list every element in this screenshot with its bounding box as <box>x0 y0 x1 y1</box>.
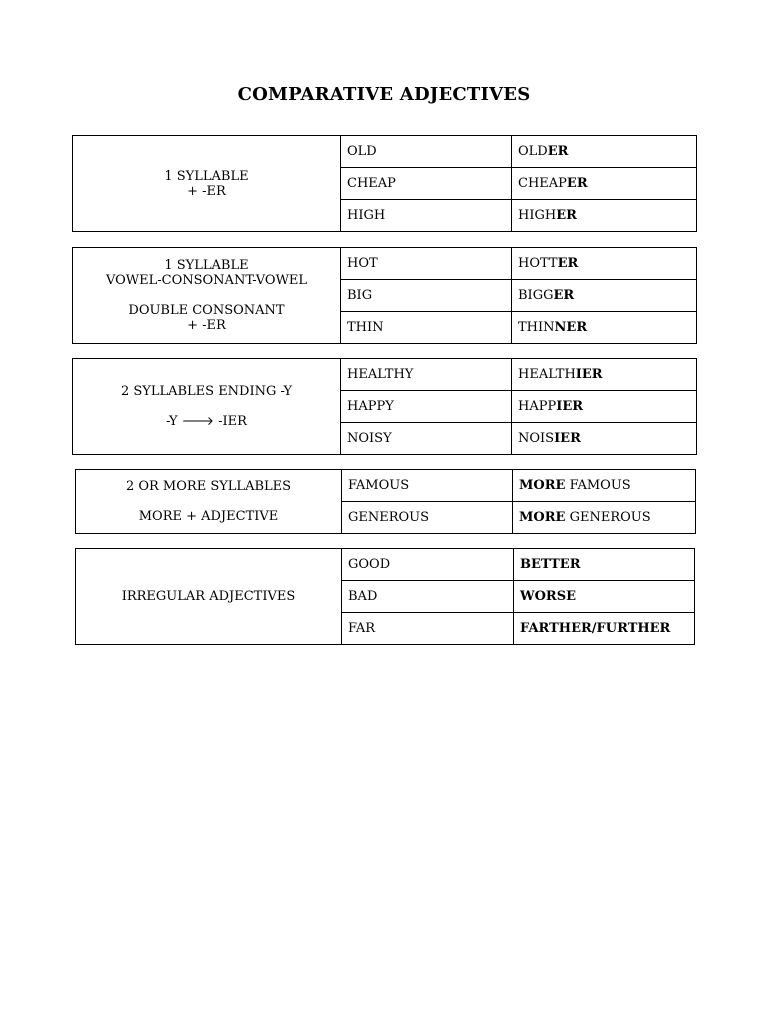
comparative-form <box>514 613 695 645</box>
comparative-suffix: IER <box>556 399 584 414</box>
comparative-rest: GENEROUS <box>569 510 651 525</box>
base-adjective: HEALTHY <box>341 359 512 391</box>
comparative-prefix: MORE <box>519 478 566 493</box>
base-adjective: HOT <box>341 248 512 280</box>
arrow-right-icon: 🡒 <box>181 414 214 428</box>
rule-line: 2 SYLLABLES ENDING -Y <box>120 384 293 399</box>
rule-line <box>73 414 340 429</box>
base-adjective: HIGH <box>341 200 512 232</box>
comparative-form <box>512 248 697 280</box>
base-adjective: CHEAP <box>341 168 512 200</box>
comparative-form <box>513 470 696 502</box>
base-adjective: OLD <box>341 136 512 168</box>
group-one-syllable <box>72 135 697 232</box>
comparative-stem: CHEAP <box>518 176 567 191</box>
rule-spacer <box>73 399 340 414</box>
group-more-syllables <box>75 469 696 534</box>
comparative-suffix: ER <box>556 208 577 223</box>
comparative-suffix: IER <box>554 431 581 446</box>
comparative-form <box>512 200 697 232</box>
comparative-stem: HEALTH <box>518 367 576 382</box>
page-title: COMPARATIVE ADJECTIVES <box>237 84 531 105</box>
comparative-suffix: ER <box>566 176 588 191</box>
rule-spacer <box>76 494 341 509</box>
rule-cell <box>76 470 342 534</box>
comparative-form <box>514 581 695 613</box>
comparative-stem: HIGH <box>518 208 557 223</box>
comparative-form <box>512 312 697 344</box>
rule-text: -IER <box>218 414 247 429</box>
comparative-stem: THIN <box>518 320 555 335</box>
comparative-suffix: NER <box>554 320 588 335</box>
base-adjective: GOOD <box>342 549 514 581</box>
base-adjective: FAR <box>342 613 514 645</box>
base-adjective: BAD <box>342 581 514 613</box>
base-adjective: FAMOUS <box>342 470 513 502</box>
comparative-prefix: MORE <box>519 510 566 525</box>
base-adjective: HAPPY <box>341 391 512 423</box>
comparative-irregular: FARTHER/FURTHER <box>520 621 671 636</box>
comparative-form <box>512 280 697 312</box>
comparative-form <box>514 549 695 581</box>
comparative-suffix: IER <box>575 367 603 382</box>
comparative-suffix: ER <box>557 256 579 271</box>
rule-line: + -ER <box>187 183 226 199</box>
base-adjective: GENEROUS <box>342 502 513 534</box>
base-adjective: BIG <box>341 280 512 312</box>
comparative-irregular: WORSE <box>520 589 577 604</box>
rule-text: -Y <box>166 414 178 429</box>
rule-spacer <box>73 288 340 303</box>
rule-cell <box>76 549 342 645</box>
rule-line: VOWEL-CONSONANT-VOWEL <box>105 273 308 288</box>
rule-line: 1 SYLLABLE <box>164 258 249 273</box>
base-adjective: THIN <box>341 312 512 344</box>
rule-line: + -ER <box>187 318 226 333</box>
base-adjective: NOISY <box>341 423 512 455</box>
comparative-form <box>512 391 697 423</box>
rule-line: MORE + ADJECTIVE <box>138 509 279 524</box>
rule-cell <box>73 359 341 455</box>
comparative-form <box>513 502 696 534</box>
rule-line: 2 OR MORE SYLLABLES <box>125 479 292 494</box>
group-irregular <box>75 548 695 645</box>
comparative-form <box>512 359 697 391</box>
comparative-stem: HOTT <box>518 256 558 271</box>
rule-line: DOUBLE CONSONANT <box>128 303 285 318</box>
comparative-suffix: ER <box>553 288 575 303</box>
comparative-stem: BIGG <box>518 288 554 303</box>
rule-line: 1 SYLLABLE <box>164 168 249 184</box>
group-double-consonant <box>72 247 697 344</box>
comparative-irregular: BETTER <box>520 557 581 572</box>
group-ending-y <box>72 358 697 455</box>
comparative-stem: OLD <box>518 144 548 159</box>
rule-cell <box>73 136 341 232</box>
rule-cell <box>73 248 341 344</box>
comparative-stem: HAPP <box>518 399 557 414</box>
comparative-stem: NOIS <box>518 431 555 446</box>
comparative-form <box>512 136 697 168</box>
comparative-form <box>512 423 697 455</box>
comparative-rest: FAMOUS <box>569 478 631 493</box>
comparative-form <box>512 168 697 200</box>
comparative-suffix: ER <box>547 144 569 159</box>
rule-line: IRREGULAR ADJECTIVES <box>121 589 296 604</box>
